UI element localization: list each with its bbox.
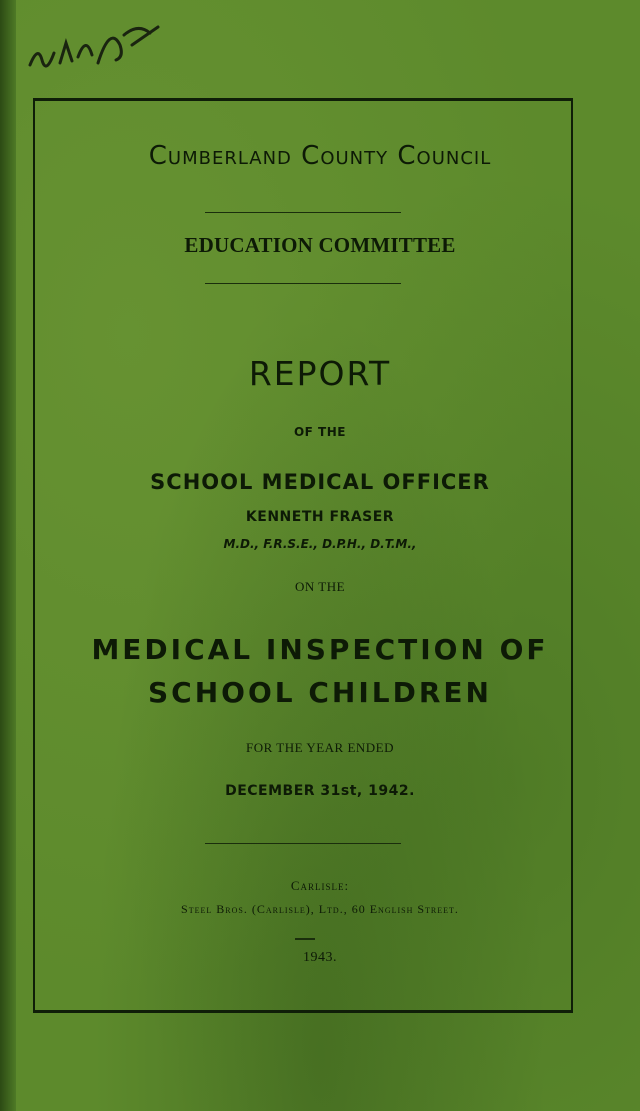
officer-title: SCHOOL MEDICAL OFFICER [150,470,490,494]
subject-line-2: SCHOOL CHILDREN [148,676,492,709]
for-year-label: FOR THE YEAR ENDED [245,740,395,755]
handwritten-scribble [20,5,170,75]
imprint-year: 1943. [303,950,337,965]
committee-name: EDUCATION COMMITTEE [184,233,456,257]
report-date: DECEMBER 31st, 1942. [225,783,415,799]
report-heading: REPORT [248,354,392,393]
subject-line-1: MEDICAL INSPECTION OF [91,633,549,666]
of-the-label: OF THE [293,425,346,439]
officer-name: KENNETH FRASER [245,509,395,525]
on-the-label: ON THE [294,579,346,594]
imprint-dash [295,938,315,940]
imprint-printer: Steel Bros. (Carlisle), Ltd., 60 English Street. [181,902,459,916]
divider-top [205,212,401,213]
divider-bottom [205,843,401,844]
divider-middle [205,283,401,284]
imprint-place: Carlisle: [290,878,350,893]
council-name: Cumberland County Council [148,141,492,171]
officer-qualifications: M.D., F.R.S.E., D.P.H., D.T.M., [223,537,417,551]
